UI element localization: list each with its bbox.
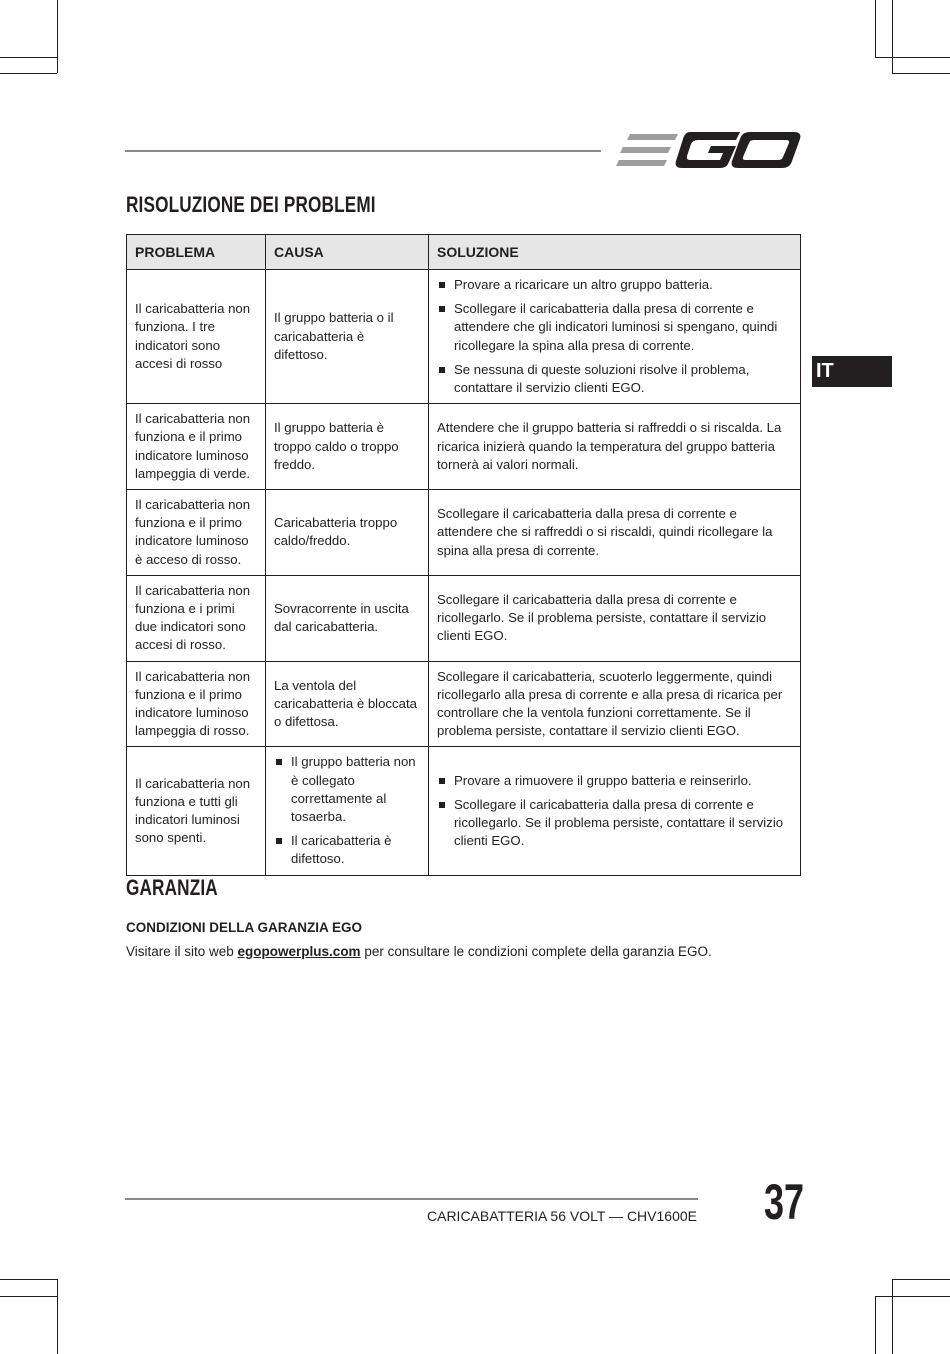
crop-mark <box>892 1279 893 1354</box>
list-item: Il caricabatteria è difettoso. <box>274 832 420 868</box>
section-title-troubleshooting: RISOLUZIONE DEI PROBLEMI <box>126 192 376 217</box>
problem-cell: Il caricabatteria non funziona e tutti gli indicatori luminosi sono spenti. <box>127 747 266 875</box>
solution-cell <box>429 747 801 875</box>
column-header: PROBLEMA <box>127 235 266 270</box>
crop-mark <box>875 1296 876 1354</box>
column-header: SOLUZIONE <box>429 235 801 270</box>
table-row <box>127 575 801 661</box>
solution-cell: Attendere che il gruppo batteria si raffreddi o si riscalda. La ricarica inizierà quando la temperatura del gruppo batteria tornerà ai valori normali. <box>429 404 801 490</box>
crop-mark <box>0 73 57 74</box>
list-item: Il gruppo batteria non è collegato correttamente al tosaerba. <box>274 753 420 826</box>
crop-mark <box>892 0 893 73</box>
solution-list <box>437 276 792 397</box>
warranty-text-after: per consultare le condizioni complete della garanzia EGO. <box>360 944 712 959</box>
cause-cell: Caricabatteria troppo caldo/freddo. <box>266 490 429 576</box>
list-item: Provare a rimuovere il gruppo batteria e reinserirlo. <box>437 772 792 790</box>
crop-mark <box>892 73 950 74</box>
crop-mark <box>57 1279 58 1354</box>
crop-mark <box>875 57 950 58</box>
column-header: CAUSA <box>266 235 429 270</box>
cause-cell: Sovracorrente in uscita dal caricabatteria. <box>266 575 429 661</box>
solution-cell: Scollegare il caricabatteria, scuoterlo leggermente, quindi ricollegarlo alla presa di corrente e alla presa di ricarica per controllare che la ventola funzioni correttamente. Se il problema persiste, contattare il servizio clienti EGO. <box>429 661 801 747</box>
cause-cell: Il gruppo batteria è troppo caldo o troppo freddo. <box>266 404 429 490</box>
problem-cell: Il caricabatteria non funziona e il primo indicatore luminoso lampeggia di rosso. <box>127 661 266 747</box>
cause-cell: La ventola del caricabatteria è bloccata o difettosa. <box>266 661 429 747</box>
crop-mark <box>57 0 58 73</box>
language-tab: IT <box>812 356 892 387</box>
cause-cell: Il gruppo batteria o il caricabatteria è difettoso. <box>266 270 429 404</box>
crop-mark <box>892 1279 950 1280</box>
table-row <box>127 747 801 875</box>
warranty-text-before: Visitare il sito web <box>126 944 238 959</box>
header-rule <box>125 150 601 152</box>
table-row <box>127 490 801 576</box>
solution-cell: Scollegare il caricabatteria dalla presa di corrente e attendere che si raffreddi o si riscaldi, quindi ricollegare la spina alla presa di corrente. <box>429 490 801 576</box>
table-header-row <box>127 235 801 270</box>
warranty-link[interactable]: egopowerplus.com <box>237 944 361 959</box>
table-row <box>127 661 801 747</box>
problem-cell: Il caricabatteria non funziona e il primo indicatore luminoso è acceso di rosso. <box>127 490 266 576</box>
footer-product-title: CARICABATTERIA 56 VOLT — CHV1600E <box>427 1208 697 1224</box>
problem-cell: Il caricabatteria non funziona. I tre indicatori sono accesi di rosso <box>127 270 266 404</box>
section-title-warranty: GARANZIA <box>126 875 218 900</box>
crop-mark <box>0 57 57 58</box>
list-item: Provare a ricaricare un altro gruppo batteria. <box>437 276 792 294</box>
table-row <box>127 404 801 490</box>
warranty-text <box>126 944 712 959</box>
table-row <box>127 270 801 404</box>
cause-list <box>274 753 420 868</box>
footer-rule <box>125 1198 698 1200</box>
solution-list <box>437 772 792 851</box>
crop-mark <box>0 1296 57 1297</box>
problem-cell: Il caricabatteria non funziona e i primi due indicatori sono accesi di rosso. <box>127 575 266 661</box>
ego-logo <box>616 128 802 172</box>
crop-mark <box>875 0 876 57</box>
list-item: Scollegare il caricabatteria dalla presa di corrente e ricollegarlo. Se il problema persiste, contattare il servizio clienti EGO. <box>437 796 792 851</box>
page-number: 37 <box>764 1174 805 1230</box>
warranty-subtitle: CONDIZIONI DELLA GARANZIA EGO <box>126 920 362 935</box>
troubleshooting-table <box>126 234 801 876</box>
list-item: Se nessuna di queste soluzioni risolve il problema, contattare il servizio clienti EGO. <box>437 361 792 397</box>
solution-cell <box>429 270 801 404</box>
crop-mark <box>875 1296 950 1297</box>
cause-cell <box>266 747 429 875</box>
crop-mark <box>0 1279 57 1280</box>
problem-cell: Il caricabatteria non funziona e il primo indicatore luminoso lampeggia di verde. <box>127 404 266 490</box>
solution-cell: Scollegare il caricabatteria dalla presa di corrente e ricollegarlo. Se il problema persiste, contattare il servizio clienti EGO. <box>429 575 801 661</box>
list-item: Scollegare il caricabatteria dalla presa di corrente e attendere che gli indicatori luminosi si spengano, quindi ricollegare la spina alla presa di corrente. <box>437 300 792 355</box>
